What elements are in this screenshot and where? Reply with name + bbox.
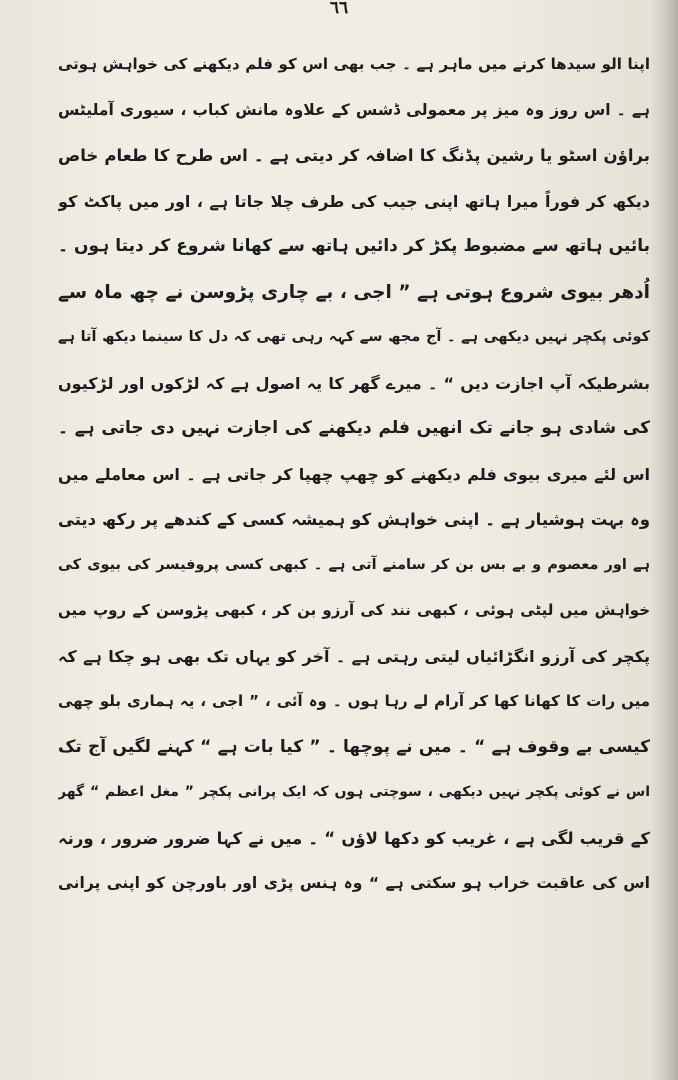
page-edge-shadow xyxy=(650,0,678,1080)
text-line: اس لئے میری بیوی فلم دیکھنے کو چھپ چھپا کر جاتی ہے ۔ اس معاملے میں xyxy=(58,464,650,484)
text-line: کے قریب لگی ہے ، غریب کو دکھا لاؤں “ ۔ میں نے کہا ضرور ضرور ، ورنہ xyxy=(58,828,650,848)
text-line: کی شادی ہو جانے تک انھیں فلم دیکھنے کی اجازت نہیں دی جاتی ہے ۔ xyxy=(58,418,650,438)
urdu-text-body xyxy=(58,42,650,907)
page-number: ٦٦ xyxy=(329,0,349,18)
text-line: ہے اور معصوم و بے بس بن کر سامنے آتی ہے ۔ کبھی کسی پروفیسر کی بیوی کی xyxy=(58,556,650,573)
text-line: اُدھر بیوی شروع ہوتی ہے ” اجی ، بے چاری پڑوسن نے چھ ماہ سے xyxy=(58,281,650,303)
text-line: میں رات کا کھانا کھا کر آرام لے رہا ہوں ۔ وہ آئی ، ” اجی ، یہ ہماری بلو چھی xyxy=(58,692,650,710)
text-line: دیکھ کر فوراً میرا ہاتھ اپنی جیب کی طرف چلا جاتا ہے ، اور میں پاکٹ کو xyxy=(58,191,650,211)
text-line: ہے ۔ اس روز وہ میز پر معمولی ڈشس کے علاوہ مانش کباب ، سیوری آملیٹس xyxy=(58,100,650,119)
text-line: کوئی پکچر نہیں دیکھی ہے ۔ آج مجھ سے کہہ رہی تھی کہ دل کا سینما دیکھ آتا ہے xyxy=(58,329,650,345)
text-line: اس نے کوئی پکچر نہیں دیکھی ، سوچتی ہوں کہ ایک پرانی پکچر ” مغل اعظم “ گھر xyxy=(58,784,650,800)
text-line: پکچر کی آرزو انگڑائیاں لیتی رہتی ہے ۔ آخر کو یہاں تک بھی ہو چکا ہے کہ xyxy=(58,646,650,666)
text-line: اپنا الو سیدھا کرنے میں ماہر ہے ۔ جب بھی اس کو فلم دیکھنے کی خواہش ہوتی xyxy=(58,55,650,73)
text-line: خواہش میں لپٹی ہوئی ، کبھی نند کی آرزو بن کر ، کبھی پڑوسن کے روپ میں xyxy=(58,601,650,619)
text-line: براؤن اسٹو یا رشین پڈنگ کا اضافہ کر دیتی ہے ۔ اس طرح کا طعام خاص xyxy=(58,146,650,165)
text-line: وہ بہت ہوشیار ہے ۔ اپنی خواہش کو ہمیشہ کسی کے کندھے پر رکھ دیتی xyxy=(58,510,650,529)
text-line: بائیں ہاتھ سے مضبوط پکڑ کر دائیں ہاتھ سے کھانا شروع کر دیتا ہوں ۔ xyxy=(58,236,650,256)
text-line: بشرطیکہ آپ اجازت دیں “ ۔ میرے گھر کا یہ اصول ہے کہ لڑکوں اور لڑکیوں xyxy=(58,373,650,393)
text-line: اس کی عاقبت خراب ہو سکتی ہے “ وہ ہنس پڑی اور باورچن کو اپنی پرانی xyxy=(58,874,650,892)
text-line: کیسی بے وقوف ہے “ ۔ میں نے پوچھا ۔ ” کیا بات ہے “ کہنے لگیں آج تک xyxy=(58,736,650,757)
